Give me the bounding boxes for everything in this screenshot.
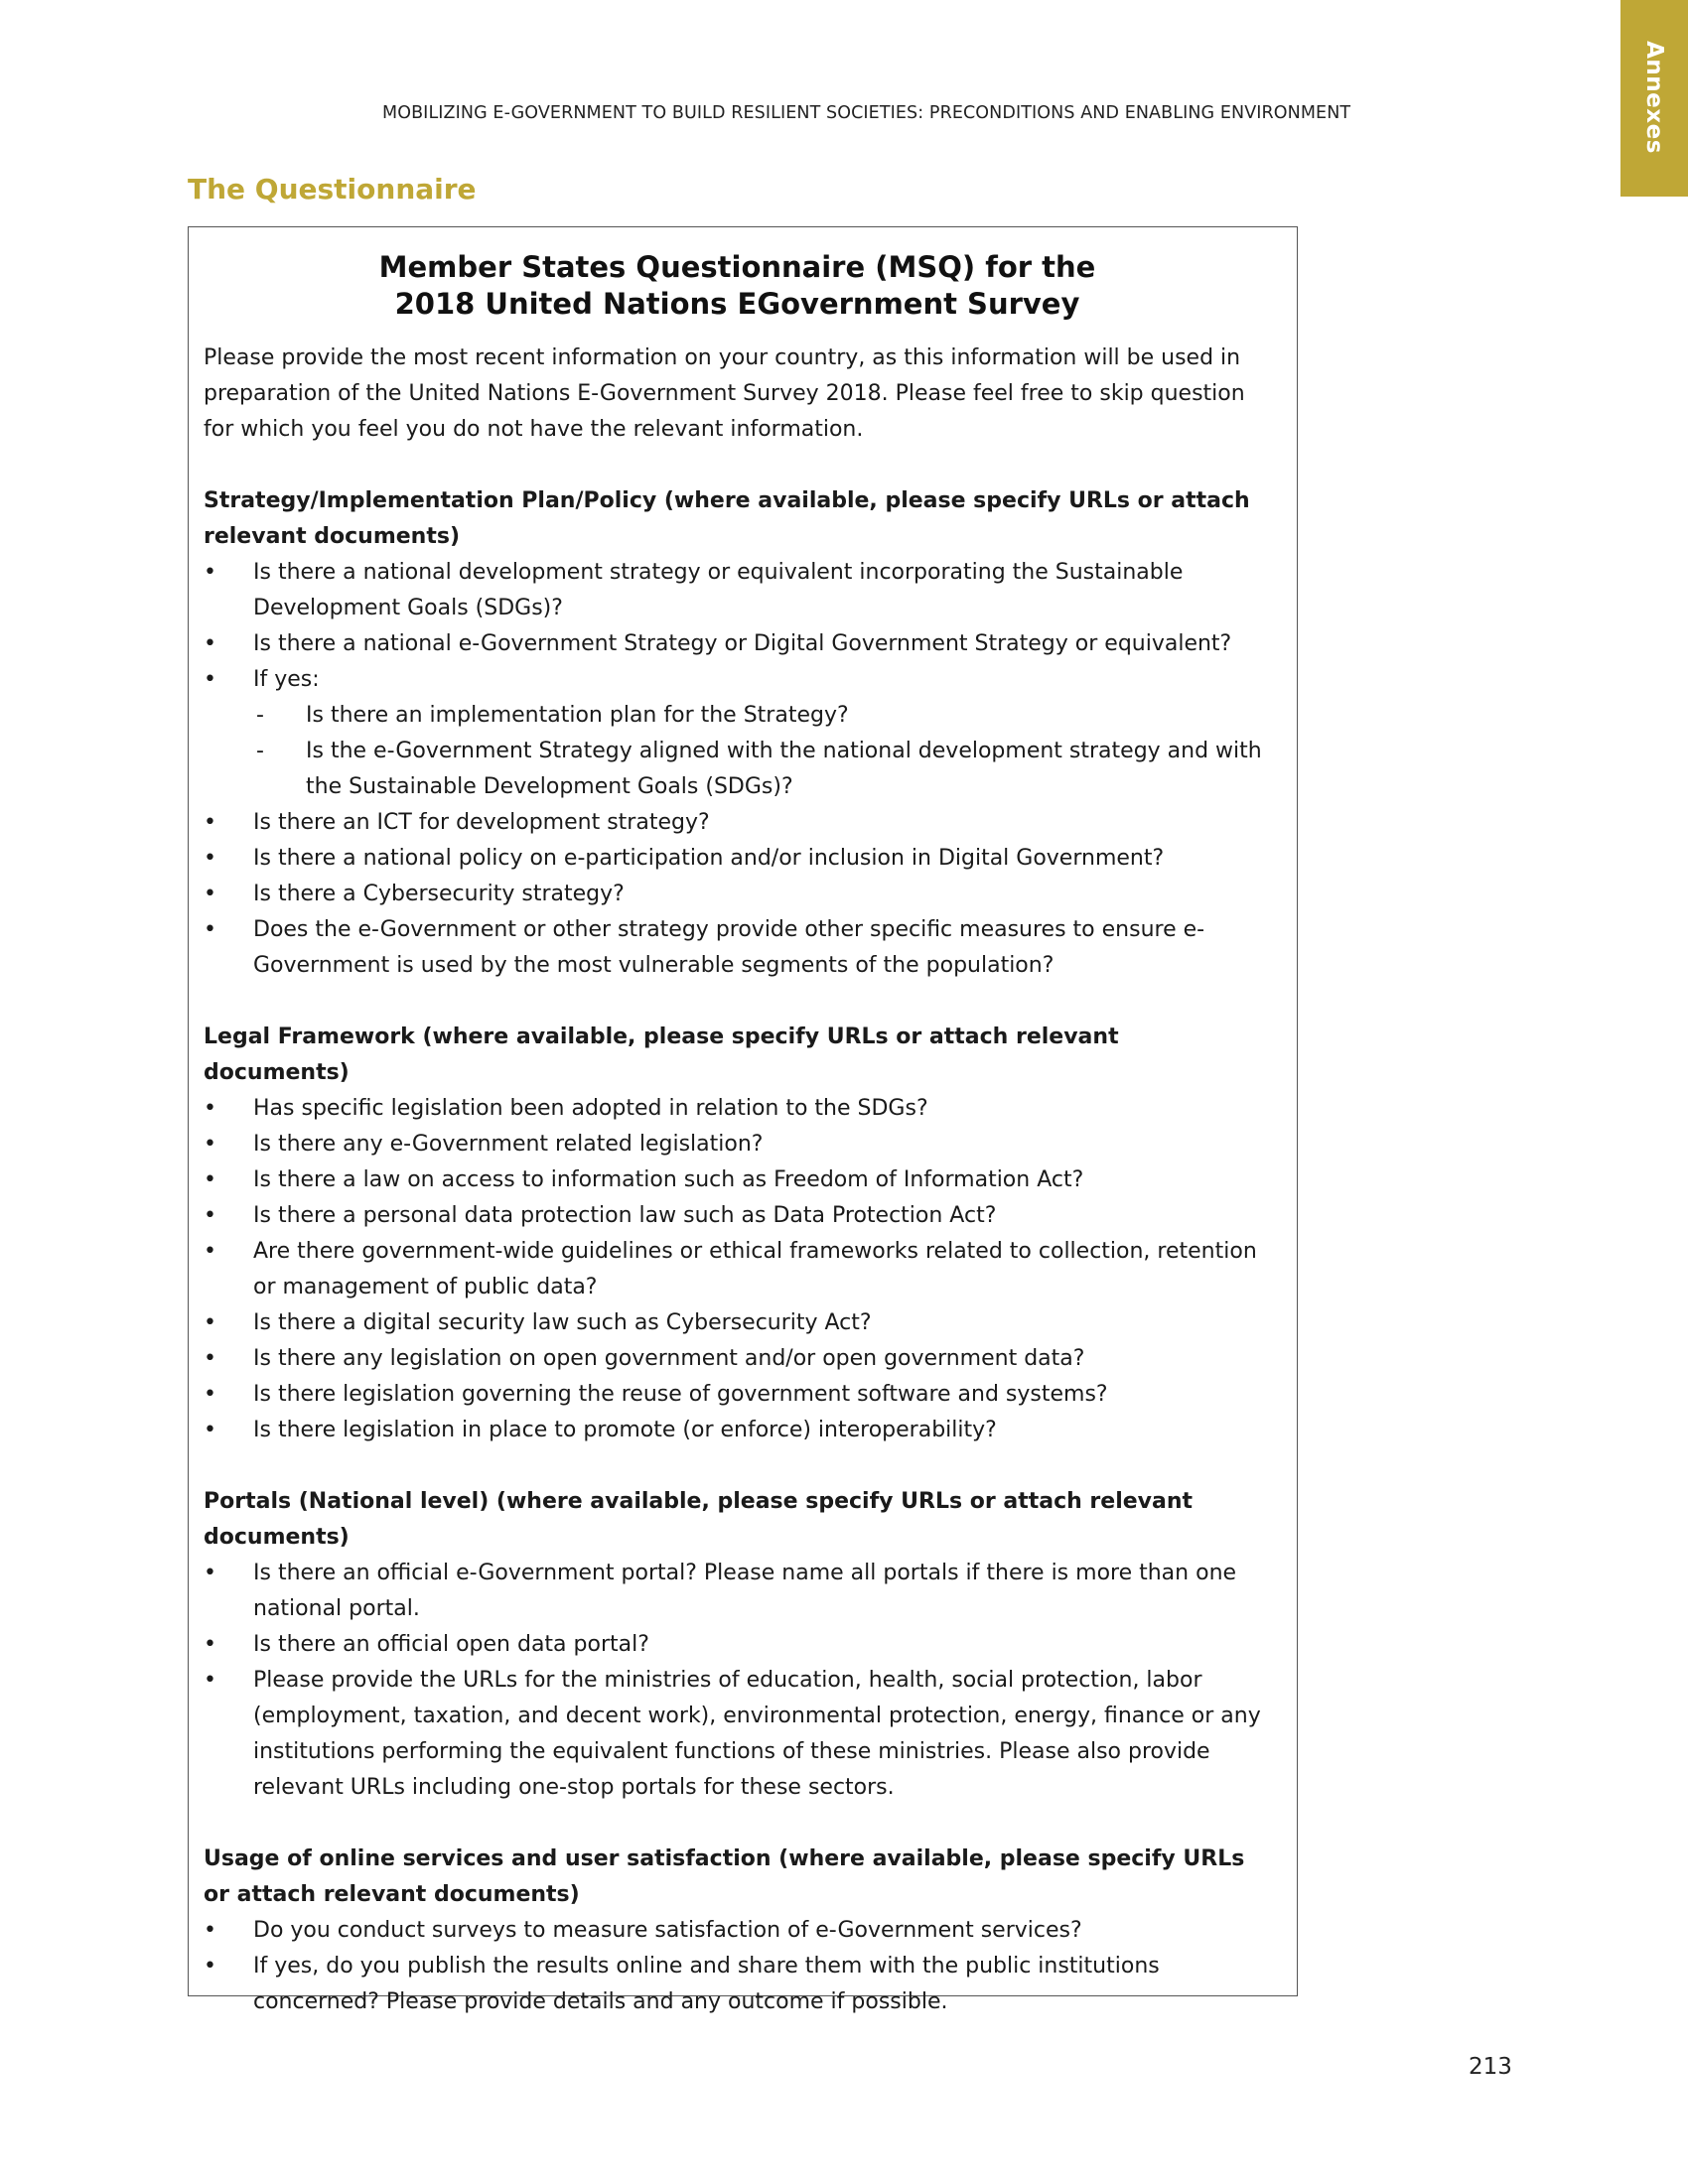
running-header: MOBILIZING E-GOVERNMENT TO BUILD RESILIENT SOCIETIES: PRECONDITIONS AND ENABLING ENVIRONMENT <box>382 103 1351 123</box>
bullet: • <box>204 631 216 656</box>
bullet: • <box>204 1310 216 1335</box>
question-list <box>204 1556 1271 1806</box>
title-line-1: Member States Questionnaire (MSQ) for the <box>378 250 1096 284</box>
bullet: • <box>204 810 216 835</box>
intro-paragraph: Please provide the most recent information on your country, as this information will be used in preparation of the United Nations E-Government Survey 2018. Please feel free to skip question for which you feel you do not have the relevant information. <box>204 345 1245 442</box>
bullet: • <box>204 846 216 871</box>
question-item <box>204 877 1271 912</box>
question-text: Is there a personal data protection law such as Data Protection Act? <box>253 1203 997 1228</box>
question-text: Does the e-Government or other strategy provide other specific measures to ensure e-Government is used by the most vulnerable segments of the population? <box>253 917 1205 978</box>
side-tab-label: Annexes <box>1641 41 1667 154</box>
question-text: Is there an official open data portal? <box>253 1632 649 1657</box>
question-item <box>204 1377 1271 1413</box>
section-heading: Usage of online services and user satisfaction (where available, please specify URLs or attach relevant documents) <box>204 1846 1245 1907</box>
sub-question-list <box>204 698 1271 805</box>
question-item <box>204 1234 1271 1305</box>
question-list <box>204 1091 1271 1448</box>
questionnaire-title <box>204 249 1271 323</box>
question-text: Is there legislation governing the reuse of government software and systems? <box>253 1382 1108 1407</box>
bullet: • <box>204 1346 216 1371</box>
question-text: Do you conduct surveys to measure satisfaction of e-Government services? <box>253 1918 1082 1943</box>
bullet: • <box>204 917 216 942</box>
question-text: Is there any e-Government related legislation? <box>253 1132 764 1157</box>
sub-question-item <box>204 698 1271 734</box>
section-strategy <box>204 483 1271 984</box>
bullet: • <box>204 1096 216 1121</box>
sub-question-text: Is there an implementation plan for the Strategy? <box>306 703 849 728</box>
question-item <box>204 1091 1271 1127</box>
question-text: Is there a Cybersecurity strategy? <box>253 882 625 906</box>
question-item <box>204 555 1271 626</box>
bullet: • <box>204 1561 216 1585</box>
question-item <box>204 841 1271 877</box>
bullet: • <box>204 1418 216 1442</box>
section-heading: Legal Framework (where available, please specify URLs or attach relevant documents) <box>204 1024 1119 1085</box>
page-number: 213 <box>1469 2054 1512 2080</box>
question-text: Is there legislation in place to promote (or enforce) interoperability? <box>253 1418 997 1442</box>
question-item <box>204 1198 1271 1234</box>
question-text: Is there a law on access to information such as Freedom of Information Act? <box>253 1167 1084 1192</box>
sub-question-text: Is the e-Government Strategy aligned with the national development strategy and with the Sustainable Development Goals (SDGs)? <box>306 739 1262 799</box>
question-text: Is there an official e-Government portal? Please name all portals if there is more than one national portal. <box>253 1561 1237 1621</box>
question-text: Is there any legislation on open government and/or open government data? <box>253 1346 1085 1371</box>
question-list <box>204 1913 1271 2020</box>
bullet: • <box>204 1132 216 1157</box>
bullet: • <box>204 882 216 906</box>
bullet: • <box>204 1918 216 1943</box>
question-text: Is there a digital security law such as Cybersecurity Act? <box>253 1310 872 1335</box>
question-item <box>204 1556 1271 1627</box>
bullet: • <box>204 1668 216 1693</box>
dash: - <box>256 703 264 728</box>
section-heading: Portals (National level) (where available, please specify URLs or attach relevant documents) <box>204 1489 1194 1550</box>
question-text: If yes, do you publish the results online and share them with the public institutions concerned? Please provide details and any outcome if possible. <box>253 1954 1160 2014</box>
question-item <box>204 1949 1271 2020</box>
question-item <box>204 912 1271 984</box>
question-item <box>204 805 1271 841</box>
question-text: Is there a national policy on e-participation and/or inclusion in Digital Government? <box>253 846 1165 871</box>
question-text: Is there a national development strategy or equivalent incorporating the Sustainable Development Goals (SDGs)? <box>253 560 1184 620</box>
question-item <box>204 1627 1271 1663</box>
section-heading: Strategy/Implementation Plan/Policy (where available, please specify URLs or attach relevant documents) <box>204 488 1250 549</box>
question-item <box>204 1913 1271 1949</box>
section-title: The Questionnaire <box>188 173 477 205</box>
question-item <box>204 1162 1271 1198</box>
bullet: • <box>204 1203 216 1228</box>
questionnaire-box <box>188 226 1298 2014</box>
section-portals <box>204 1484 1271 1806</box>
dash: - <box>256 739 264 763</box>
question-text: If yes: <box>253 667 320 692</box>
title-line-2: 2018 United Nations EGovernment Survey <box>394 287 1080 321</box>
sub-question-item <box>204 734 1271 805</box>
section-legal-framework <box>204 1020 1271 1448</box>
question-item <box>204 1127 1271 1162</box>
question-text: Has specific legislation been adopted in relation to the SDGs? <box>253 1096 928 1121</box>
annexes-side-tab <box>1620 0 1688 197</box>
bullet: • <box>204 1382 216 1407</box>
question-text: Please provide the URLs for the ministries of education, health, social protection, labor (employment, taxation, and decent work), environmental protection, energy, finance or any institutions performing the equivalent functions of these ministries. Please also provide relevant URLs including one-stop portals for these sectors. <box>253 1668 1261 1800</box>
bullet: • <box>204 1167 216 1192</box>
question-list <box>204 555 1271 984</box>
bullet: • <box>204 1239 216 1264</box>
question-item <box>204 1413 1271 1448</box>
question-item <box>204 1305 1271 1341</box>
section-usage-satisfaction <box>204 1842 1271 2020</box>
question-text: Are there government-wide guidelines or ethical frameworks related to collection, retention or management of public data? <box>253 1239 1257 1299</box>
question-text: Is there an ICT for development strategy? <box>253 810 710 835</box>
bullet: • <box>204 560 216 585</box>
question-item <box>204 1663 1271 1806</box>
question-item <box>204 626 1271 662</box>
question-text: Is there a national e-Government Strategy or Digital Government Strategy or equivalent? <box>253 631 1232 656</box>
question-item <box>204 1341 1271 1377</box>
bullet: • <box>204 1954 216 1979</box>
bullet: • <box>204 1632 216 1657</box>
question-item <box>204 662 1271 805</box>
bullet: • <box>204 667 216 692</box>
